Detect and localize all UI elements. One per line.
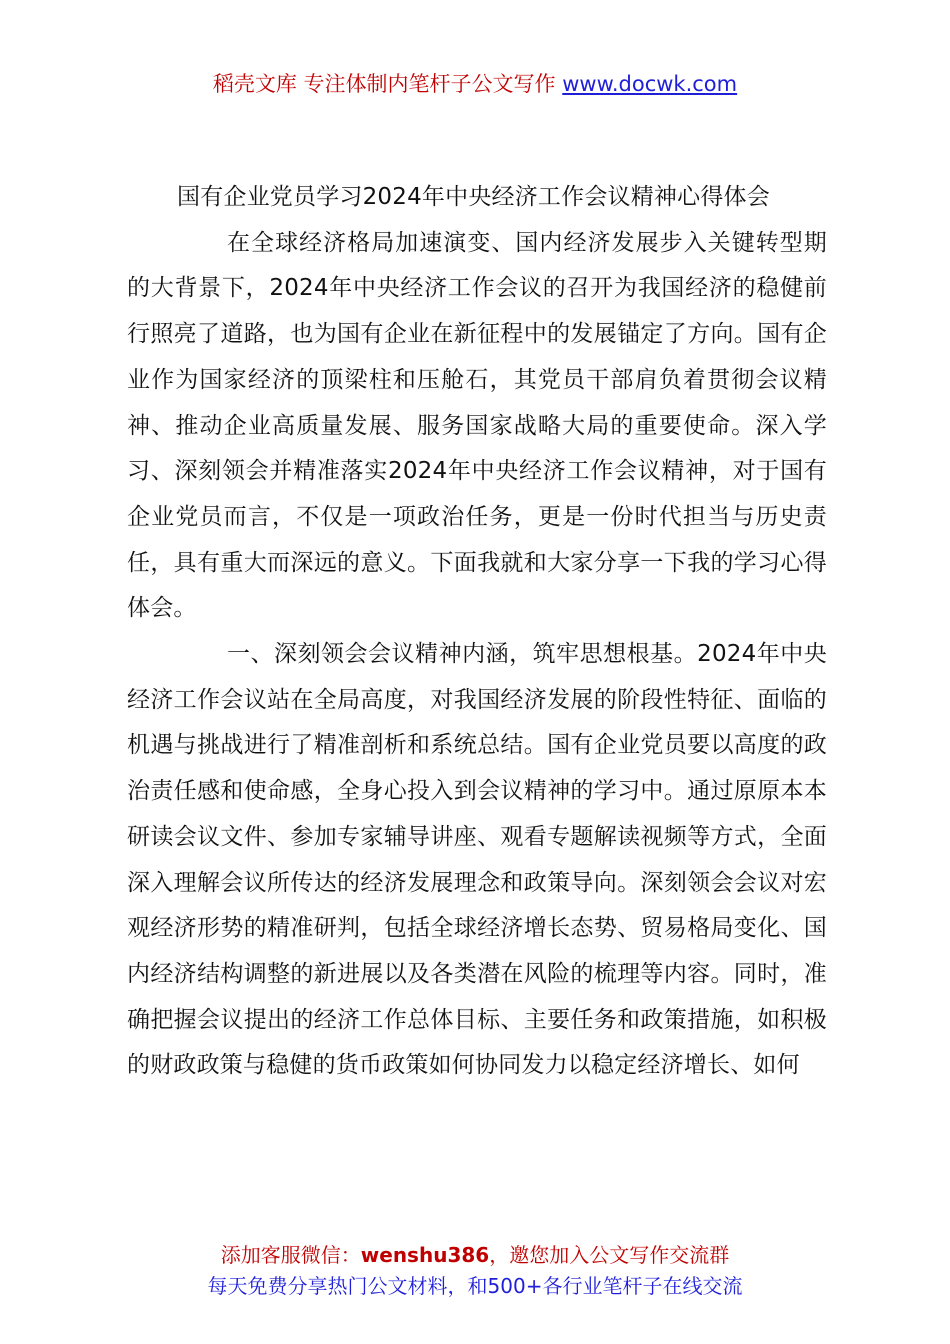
footer-wechat-prefix: 添加客服微信： bbox=[220, 1243, 361, 1267]
paragraph-section-one: 一、深刻领会会议精神内涵，筑牢思想根基。2024年中央经济工作会议站在全局高度，对我国经济发展的阶段性特征、面临的机遇与挑战进行了精准剖析和系统总结。国有企业党员要以高度的政治责任感和使命感，全身心投入到会议精神的学习中。通过原原本本研读会议文件、参加专家辅导讲座、观看专题解读视频等方式，全面深入理解会议所传达的经济发展理念和政策导向。深刻领会会议对宏观经济形势的精准研判，包括全球经济增长态势、贸易格局变化、国内经济结构调整的新进展以及各类潜在风险的梳理等内容。同时，准确把握会议提出的经济工作总体目标、主要任务和政策措施，如积极的财政政策与稳健的货币政策如何协同发力以稳定经济增长、如何 bbox=[127, 641, 827, 1079]
footer-wechat-suffix: ，邀您加入公文写作交流群 bbox=[489, 1243, 730, 1267]
paragraph-intro: 在全球经济格局加速演变、国内经济发展步入关键转型期的大背景下，2024年中央经济工作会议的召开为我国经济的稳健前行照亮了道路，也为国有企业在新征程中的发展锚定了方向。国有企业作为国家经济的顶梁柱和压舱石，其党员干部肩负着贯彻会议精神、推动企业高质量发展、服务国家战略大局的重要使命。深入学习、深刻领会并精准落实2024年中央经济工作会议精神，对于国有企业党员而言，不仅是一项政治任务，更是一份时代担当与历史责任，具有重大而深远的意义。下面我就和大家分享一下我的学习心得体会。 bbox=[127, 229, 827, 622]
wechat-id: wenshu386 bbox=[360, 1243, 490, 1267]
page-header bbox=[0, 68, 950, 100]
footer-wechat-line bbox=[0, 1240, 950, 1271]
document-title: 国有企业党员学习2024年中央经济工作会议精神心得体会 bbox=[177, 184, 770, 210]
header-brand: 稻壳文库 专注体制内笔杆子公文写作 bbox=[212, 72, 556, 96]
footer-promo-line: 每天免费分享热门公文材料，和500+各行业笔杆子在线交流 bbox=[207, 1274, 743, 1298]
page-footer bbox=[0, 1240, 950, 1302]
document-body bbox=[127, 175, 827, 1089]
site-url-link[interactable]: www.docwk.com bbox=[562, 72, 738, 96]
